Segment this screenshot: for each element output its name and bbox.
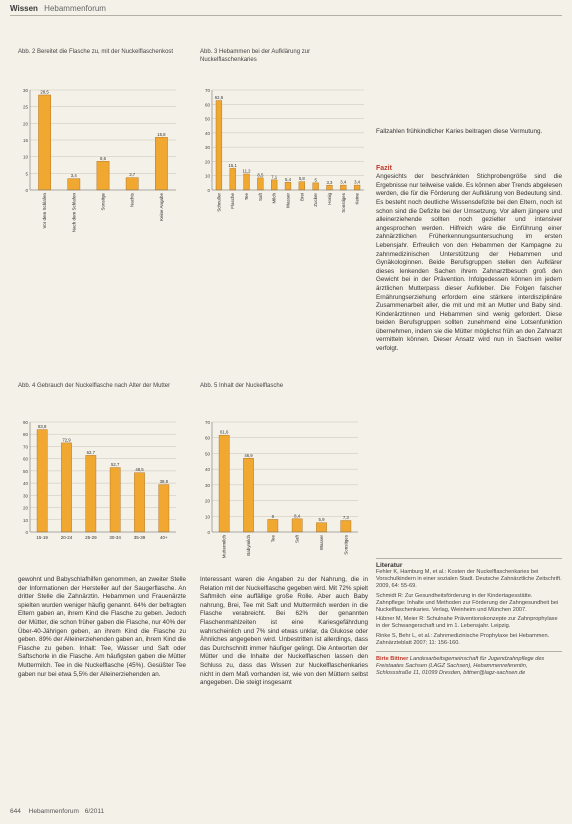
category-label: Nachts [129,193,135,208]
category-label: 30-34 [109,535,121,540]
category-label: Flasche [230,193,236,209]
bar [285,182,291,190]
body-text-1: gewohnt und Babyschlafhilfen genommen, an zweiter Stelle der Informationen der Hersteller auf der Saugerflasche. An dritter Stelle die Zahnärztin. Hebammen und Frauenärzte spielten wurden weniger häufig genannt. 64% der befragten Eltern gaben an, ihrem Kind die Flasche zu geben. Jedoch der Mütter, die schon früher gaben die Flasche, nur 40% der Über-40-Jährigen geben, an ihrem Kind die Flasche zu geben. 89% der Alleinerziehenden gaben an, ihrem Kind die Flasche zu geben. Inhalt: Tee, Wasser und Saft oder Saftschorle in die Flasche. Am häufigsten gaben die Mütter Muttermilch. Tee in die Nuckelflasche (45%). Gesüßter Tee gaben nur bei etwa 5,5% der Alleinerziehenden an. [18,576,187,678]
body-text-2: Interessant waren die Angaben zu der Nahrung, die in Relation mit der Nuckelflasche gegeben wird. Mit 72% spielt Saftmilch eine auffällige große Rolle. Aber auch Baby nahrung, Brei, Tee mit Saft und Muttermilch werden in die Flasche verabreicht. Bei 62% der genannten Flaschenmahlzeiten ist eine Kariesgefährdung wahrscheinlich und 7% sind etwas unklar, da Glukose oder Ähnliches angegeben wird. Unbestritten ist allerdings, dass das Durchschnitt immer häufiger gelingt. Die Antworten der Mütter und die Inhalte der Nuckelflaschen lassen den Schluss zu, dass das Wissen zur Nuckelflaschenkaries nicht in dem Maß vorhanden ist, wie von den Müttern selbst angegeben. Die steigt insgesamt [200,576,368,687]
header-section: Hebammenforum [44,4,106,13]
y-tick-label: 15 [22,138,28,143]
bar [155,137,167,190]
data-label: 8 [271,513,275,519]
bar [216,101,222,190]
caption-abb3: Abb. 3 Hebammen bei der Aufklärung zur Nuckelflaschenkaries [200,49,311,63]
y-tick-label: 50 [204,116,210,122]
data-label: 3,7 [129,172,136,178]
bar [159,485,169,532]
y-tick-label: 60 [204,435,210,441]
bar [268,519,278,532]
bar [126,178,138,190]
header-rule [10,15,562,16]
data-label: 3,3 [326,179,333,185]
y-tick-label: 40 [22,481,28,487]
y-tick-label: 60 [22,456,28,462]
chart-bottle-contents [200,418,360,582]
caption-abb5: Abb. 5 Inhalt der Nuckelflasche [200,383,284,389]
y-tick-label: 50 [204,451,210,457]
bar [257,178,263,190]
page-number: 644 [10,808,21,815]
intro-paragraph: Fallzahlen frühkindlicher Karies beitragen diese Vermutung. [376,128,543,135]
y-tick-label: 70 [22,444,28,450]
category-label: Milch [271,193,277,204]
y-tick-label: 20 [204,159,210,165]
chart-svg [18,86,178,300]
data-label: 46,9 [244,452,253,458]
category-label: Sonstiges [340,193,346,213]
data-label: 38,8 [159,479,169,485]
literature-item: Hübner M, Meier R: Schulnahe Präventionskonzepte zur Zahnprophylaxe in der Schwangerschaft und im 1. Lebensjahr. Leipzig. [376,616,558,630]
y-tick-label: 0 [207,188,210,193]
literature-section [376,562,562,678]
category-label: Vor dem Schlafen [42,193,48,229]
y-tick-label: 20 [22,121,28,127]
y-tick-label: 10 [22,154,28,160]
data-label: 83,8 [37,424,47,430]
bar [316,523,326,532]
y-tick-label: 70 [204,420,210,425]
caption-abb2: Abb. 2 Bereitet die Flasche zu, mit der Nuckelflaschenkost [18,49,174,55]
category-label: 20-24 [60,535,73,540]
category-label: 25-29 [85,535,97,540]
bar [243,458,253,532]
bar [340,185,346,190]
bar [299,182,305,190]
body-column-2 [200,576,368,688]
page-header [10,4,106,13]
category-label: 35-39 [133,535,146,540]
bar [271,180,277,190]
category-label: Honig [326,193,332,205]
bar [37,430,47,532]
y-tick-label: 0 [207,530,210,535]
y-tick-label: 30 [22,88,28,93]
y-tick-label: 30 [22,493,28,499]
bar [230,168,236,190]
category-label: Sonstige [100,193,106,211]
data-label: 52,7 [110,462,120,468]
data-label: 3,4 [354,179,361,185]
bar [341,521,351,532]
data-label: 28,5 [40,89,49,95]
data-label: 15,8 [157,131,166,137]
literature-heading: Literatur [376,562,403,569]
category-label: 15-19 [36,535,48,540]
journal-issue: 6/2011 [84,808,105,815]
data-label: 48,5 [135,467,144,473]
category-label: Keine Angabe [158,193,164,222]
body-column-1 [18,576,186,679]
y-tick-label: 10 [22,517,28,523]
data-label: 5,8 [298,176,305,182]
y-tick-label: 80 [22,432,28,438]
category-label: Tee [244,193,250,201]
chart-svg [18,418,178,552]
bar [327,185,333,190]
category-label: Saft [294,535,300,544]
bar [86,455,96,532]
literature-item: Fehler K, Hamburg M, et al.: Kosten der Nuckelflaschenkaries bei Vorschulkindern in einer sozialen Stadt. Deutsche Zahnärztliche Zeitschrift. 2009, 64: 55-69. [376,569,562,590]
category-label: Wasser [285,193,291,209]
bar [313,183,319,190]
literature-item: Schmidt R: Zur Gesundheitsförderung in der Kindertagesstätte. Zahnpflege: Inhalte und Methoden zur Förderung der Zahngesundheit bei Nuckelflaschenkaries. Verlag, Weinheim und München 2007. [376,592,559,614]
data-label: 5,4 [285,176,291,182]
y-tick-label: 0 [25,530,28,535]
bar [61,443,71,532]
category-label: Babymilch [246,535,251,556]
y-tick-label: 50 [22,468,28,474]
data-label: 8,6 [100,155,106,161]
bar [97,161,109,190]
y-tick-label: 0 [25,188,28,193]
right-column [376,128,562,354]
data-label: 3,4 [340,179,347,185]
data-label: 8,4 [294,513,301,519]
fazit-paragraph: Angesichts der beschränkten Stichprobengröße sind die Ergebnisse nur teilweise valide. Es können aber Trends abgelesen werden, die für die Förderung der Aufklärung von Bedeutung sind. Es besteht noch deutliche Wissensdefizite bei den Eltern, noch ist schon sind die Defizite bei der Umsetzung. Vor allem jüngere und alleinerziehende sollten noch gezielter und intensiver angesprochen werden. Hilfreich wäre die Einführung einer zahnärztlichen Früherkennungsuntersuchung im ersten Lebensjahr. Erfreulich von den Hebammen der Kampagne zu zahnmedizinischen Unterstützung der Hebammen und Gynäkologinnen. Beide Berufsgruppen stellen den Aufklärer dieses lenkenden Sachen ihrem Zahnarztbesuch groß den Gewicht bei in der Prävention. Infolgedessen können im jedem ärztlichen Mutterpass dieser Aufkleber. Die Folgen falscher Ernährungserziehung erfordern eine stärkere interdisziplinäre Zusammenarbeit aller, die mit und mit an Mutter und Baby sind. Kinderärztinnen und Hebammen sind wenig gefordert. Diese beiden Berufsgruppen sollten zunehmend eine Lotsenfunktion übernehmen, indem sie die Mütter möglichst früh an den Zahnarzt vermitteln können. Dieser Ansatz wird nun in Sachsen weiter verfolgt. [376,173,562,353]
author-info: Landesarbeitsgemeinschaft für Jugendzahnpflege des Freistaates Sachsen (LAGZ Sachsen), Hebammenreferentin, Schlossstraße 11, 01099 Dresden, bittner@lagz-sachsen.de [376,656,545,677]
y-tick-label: 10 [204,514,210,520]
data-label: 62,6 [214,95,224,101]
bar [110,468,120,532]
data-label: 8,5 [257,172,264,178]
chart-age-of-mother [18,418,178,552]
literature-rule [376,558,562,559]
author-name: Birte Bittner [376,656,409,663]
y-tick-label: 30 [204,145,210,151]
category-label: Nach dem Schlafen [71,193,77,233]
y-tick-label: 5 [25,171,28,177]
bar [292,519,302,532]
category-label: Zucker [313,193,319,207]
data-label: 11,2 [242,168,251,174]
data-label: 62,7 [86,449,96,455]
category-label: Muttermilch [221,535,227,559]
data-label: 7,1 [271,174,278,180]
y-tick-label: 20 [204,498,210,504]
y-tick-label: 25 [22,104,28,110]
bar [354,185,360,190]
author-rule [376,651,562,652]
bar [134,473,144,532]
bar [38,95,50,190]
bar [219,435,229,532]
literature-item: Rinke S, Behr L, et al.: Zahnmedizinische Prophylaxe bei Hebammen. Zahnärzteblatt 2007; 11: 156-160. [376,632,550,646]
category-label: Keine [354,193,360,205]
y-tick-label: 20 [22,505,28,511]
data-label: 5 [314,177,317,183]
header-title: Wissen [10,4,38,13]
category-label: Tee [270,535,276,543]
author-box [376,656,562,678]
chart-svg [200,418,360,582]
bar [68,179,80,190]
chart-feeding-time [18,86,178,300]
category-label: Wasser [319,535,324,551]
chart-education-content [200,86,366,300]
data-label: 5,9 [318,517,325,523]
data-label: 61,6 [219,429,229,435]
bar [244,174,250,190]
y-tick-label: 10 [204,173,210,179]
category-label: Schnuller [216,193,222,212]
data-label: 3,4 [70,173,77,179]
category-label: Sonstiges [343,535,349,555]
y-tick-label: 90 [22,420,28,425]
chart-svg [200,86,366,300]
category-label: 40+ [160,535,168,540]
page-footer [10,808,104,815]
y-tick-label: 40 [204,130,210,136]
data-label: 72,9 [62,437,71,443]
y-tick-label: 30 [204,482,210,488]
y-tick-label: 70 [204,88,210,93]
fazit-heading: Fazit [376,164,392,172]
data-label: 15,1 [228,162,237,168]
caption-abb4: Abb. 4 Gebrauch der Nuckelflasche nach Alter der Mutter [18,383,171,389]
journal-name: Hebammenforum [28,808,79,815]
data-label: 7,3 [342,515,349,521]
literature-list [376,569,562,647]
category-label: Saft [257,193,263,202]
y-tick-label: 60 [204,102,210,108]
y-tick-label: 40 [204,467,210,473]
category-label: Brei [299,193,305,202]
